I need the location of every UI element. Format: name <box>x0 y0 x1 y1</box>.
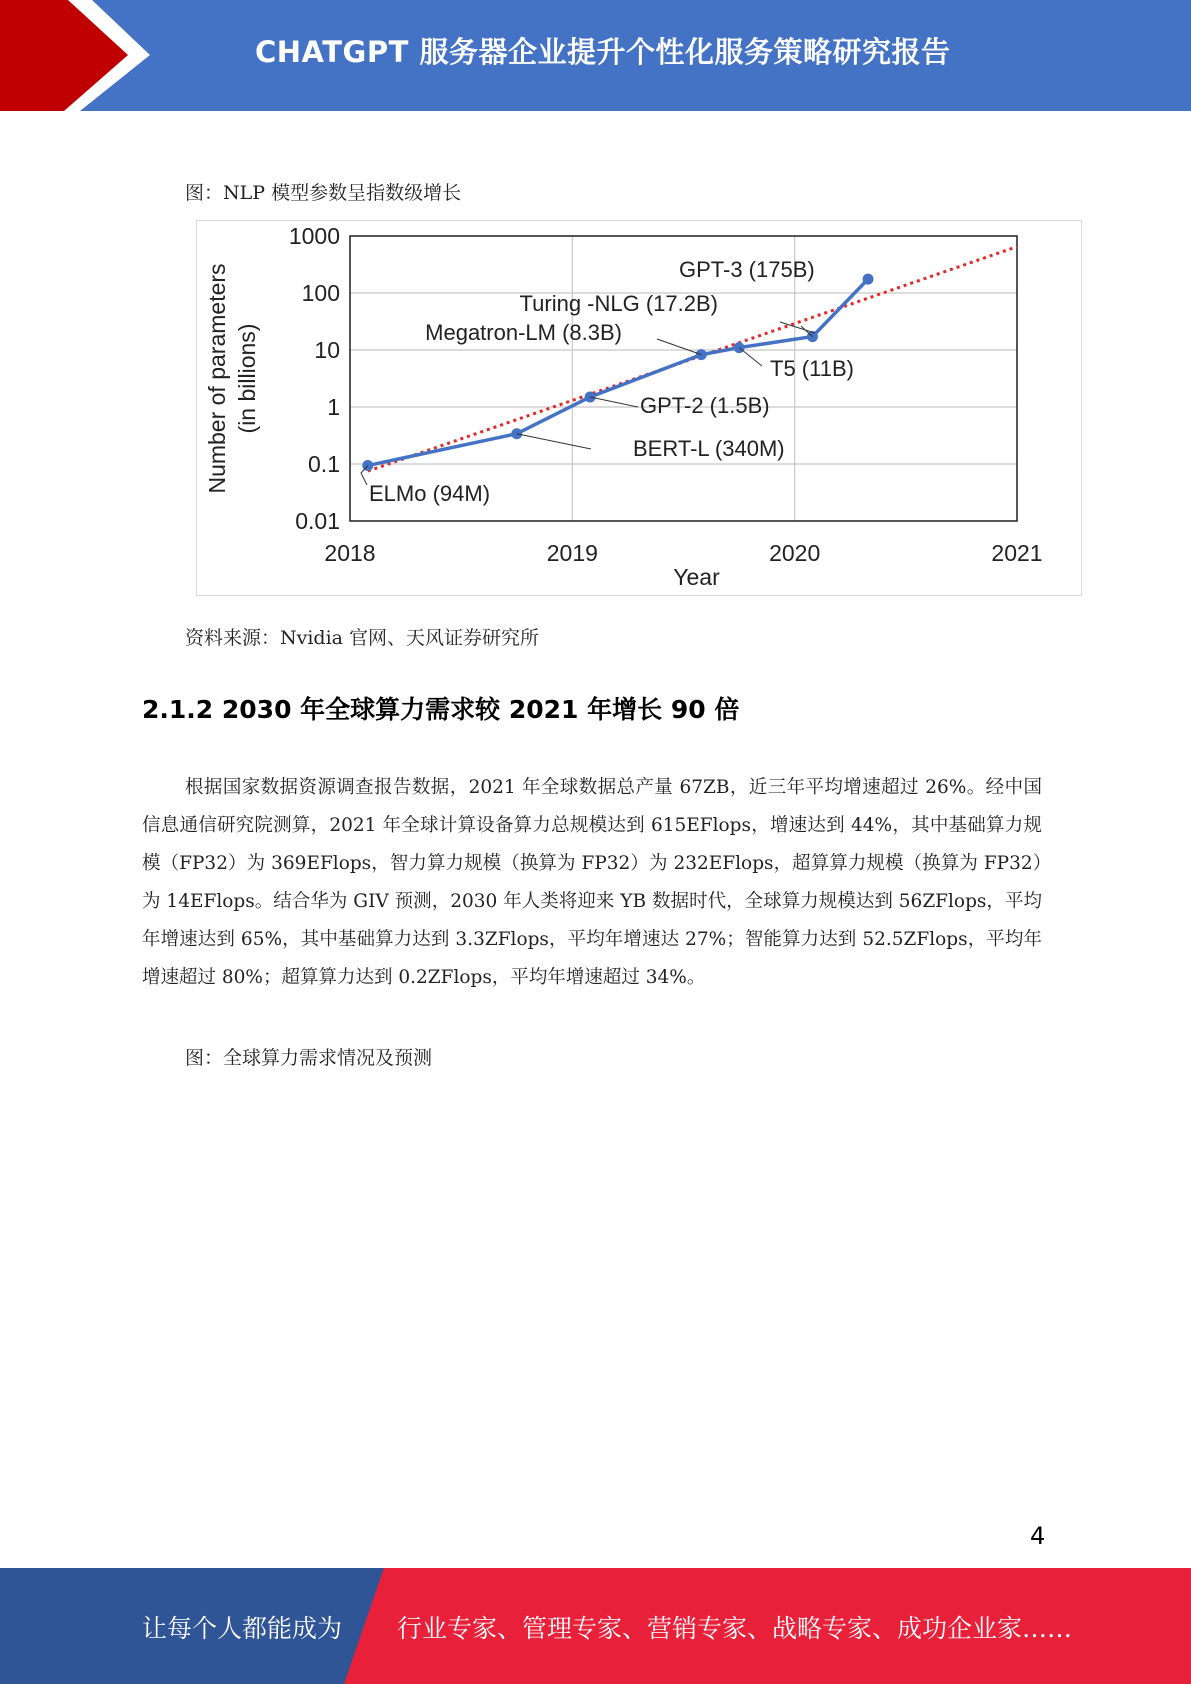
leader-line <box>657 339 701 355</box>
figure-source: 资料来源：Nvidia 官网、天风证券研究所 <box>185 627 540 649</box>
y-tick-label: 1000 <box>288 223 340 249</box>
leader-line <box>590 397 638 407</box>
x-tick-label: 2021 <box>991 540 1043 566</box>
data-label: T5 (11B) <box>770 356 854 381</box>
data-label: Megatron-LM (8.3B) <box>425 320 622 345</box>
chart-svg <box>197 221 1081 595</box>
data-point <box>511 428 522 439</box>
y-axis-subtitle: (in billions) <box>234 323 260 434</box>
figure-caption: 图：NLP 模型参数呈指数级增长 <box>185 182 462 204</box>
y-tick-label: 1 <box>327 394 340 420</box>
leader-line <box>517 434 591 449</box>
y-tick-label: 0.01 <box>295 508 340 534</box>
body-paragraph: 根据国家数据资源调查报告数据，2021 年全球数据总产量 67ZB，近三年平均增速超过 26%。经中国信息通信研究院测算，2021 年全球计算设备算力总规模达到 615EFlops，增速达到 44%，其中基础算力规模（FP32）为 369EFlops，智力算力规模（换算为 FP32）为 232EFlops，超算算力规模（换算为 FP32）为 14EFlops。结合华为 GIV 预测，2030 年人类将迎来 YB 数据时代，全球算力规模达到 56ZFlops，平均年增速达到 65%，其中基础算力达到 3.3ZFlops，平均年增速达 27%；智能算力达到 52.5ZFlops，平均年增速超过 80%；超算算力达到 0.2ZFlops，平均年增速超过 34%。 <box>142 777 1042 988</box>
page-header <box>0 0 1191 111</box>
section-heading: 2.1.2 2030 年全球算力需求较 2021 年增长 90 倍 <box>142 695 740 724</box>
footer-slogan-left: 让每个人都能成为 <box>142 1614 343 1643</box>
figure-caption-2: 图：全球算力需求情况及预测 <box>185 1047 433 1069</box>
nlp-parameters-chart <box>196 220 1082 596</box>
y-tick-label: 10 <box>314 337 340 363</box>
x-tick-label: 2018 <box>324 540 376 566</box>
page-footer <box>0 1568 1191 1684</box>
data-label: GPT-3 (175B) <box>679 257 815 282</box>
header-title: CHATGPT 服务器企业提升个性化服务策略研究报告 <box>255 35 951 69</box>
x-tick-label: 2020 <box>769 540 821 566</box>
footer-slogan-right: 行业专家、管理专家、营销专家、战略专家、成功企业家…… <box>397 1614 1073 1643</box>
x-tick-label: 2019 <box>546 540 598 566</box>
x-axis-title: Year <box>673 564 720 590</box>
data-label: ELMo (94M) <box>369 481 491 506</box>
y-tick-label: 0.1 <box>308 451 340 477</box>
page-number: 4 <box>1030 1522 1046 1550</box>
data-point <box>863 274 874 285</box>
data-label: BERT-L (340M) <box>633 436 785 461</box>
data-label: Turing -NLG (17.2B) <box>519 291 718 316</box>
data-label: GPT-2 (1.5B) <box>640 393 770 418</box>
y-tick-label: 100 <box>301 280 340 306</box>
y-axis-title: Number of parameters <box>204 263 230 494</box>
